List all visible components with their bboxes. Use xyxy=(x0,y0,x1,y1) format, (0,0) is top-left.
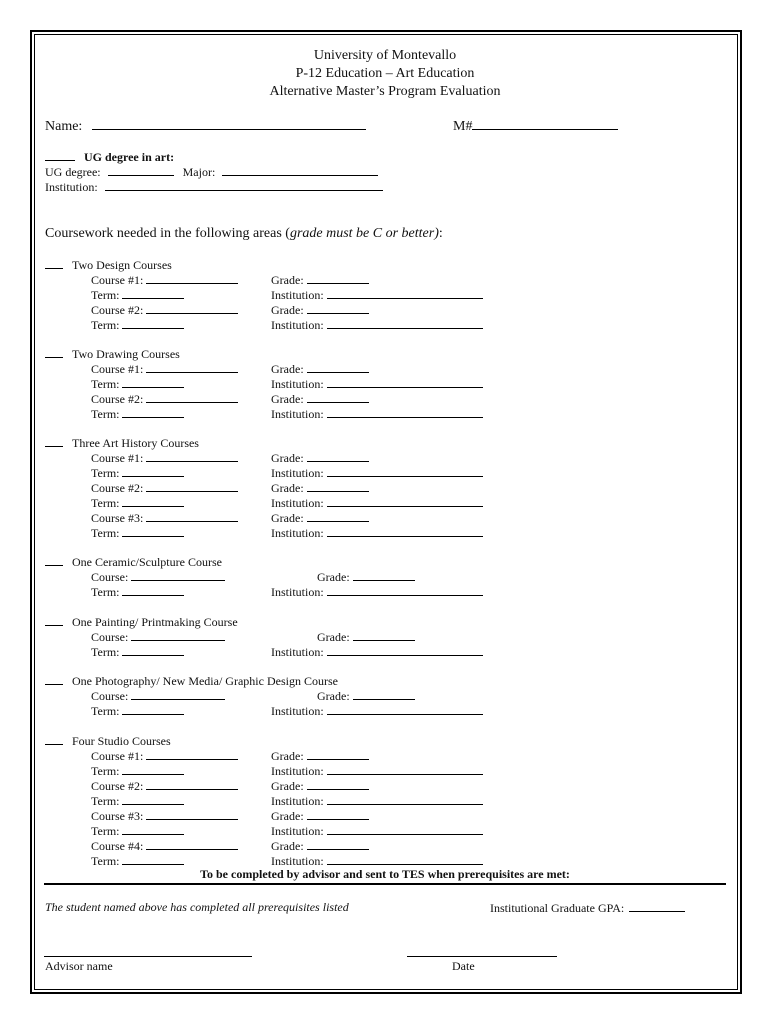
term-field: Term: xyxy=(91,406,184,422)
program-title: P-12 Education – Art Education xyxy=(295,66,475,81)
gpa-label: Institutional Graduate GPA: xyxy=(490,901,625,915)
grade-field: Grade: xyxy=(317,629,415,645)
grade-field: Grade: xyxy=(317,688,415,704)
divider-rule xyxy=(44,883,726,885)
institution-field: Institution: xyxy=(271,376,483,392)
term-field: Term: xyxy=(91,703,184,719)
course-field: Course: xyxy=(91,629,225,645)
grade-field: Grade: xyxy=(271,450,369,466)
term-field: Term: xyxy=(91,495,184,511)
term-field: Term: xyxy=(91,525,184,541)
ug-institution-field[interactable] xyxy=(105,179,383,191)
course-field: Course #1: xyxy=(91,748,238,764)
institution-field: Institution: xyxy=(271,763,483,779)
coursework-intro xyxy=(45,226,443,242)
gpa-field-row xyxy=(490,900,685,916)
term-field: Term: xyxy=(91,584,184,600)
check-line[interactable] xyxy=(45,733,63,745)
grade-field: Grade: xyxy=(271,778,369,794)
section-title: Two Design Courses xyxy=(72,258,172,272)
course-field: Course: xyxy=(91,688,225,704)
name-label: Name: xyxy=(45,119,83,134)
section-photography xyxy=(45,673,338,689)
ug-degree-row xyxy=(45,149,174,165)
institution-field: Institution: xyxy=(271,703,483,719)
course-field: Course #3: xyxy=(91,808,238,824)
ug-degree-heading: UG degree in art: xyxy=(84,150,175,164)
check-line[interactable] xyxy=(45,554,63,566)
section-ceramic xyxy=(45,554,222,570)
section-title: Two Drawing Courses xyxy=(72,347,180,361)
grade-field: Grade: xyxy=(271,838,369,854)
institution-field: Institution: xyxy=(271,287,483,303)
institution-field: Institution: xyxy=(271,853,483,869)
institution-field: Institution: xyxy=(271,406,483,422)
check-line[interactable] xyxy=(45,257,63,269)
course-field: Course #4: xyxy=(91,838,238,854)
completion-statement: The student named above has completed all prerequisites listed xyxy=(45,900,349,914)
term-field: Term: xyxy=(91,853,184,869)
major-field[interactable] xyxy=(222,164,378,176)
name-field-row[interactable] xyxy=(45,118,366,135)
ug-degree-label: UG degree: xyxy=(45,165,101,179)
course-field: Course #2: xyxy=(91,778,238,794)
institution-field: Institution: xyxy=(271,465,483,481)
ug-degree-major-row xyxy=(45,164,378,180)
institution-field: Institution: xyxy=(271,644,483,660)
grade-field: Grade: xyxy=(271,808,369,824)
mnumber-field[interactable] xyxy=(472,118,618,130)
form-title: Alternative Master’s Program Evaluation xyxy=(269,84,501,99)
grade-field: Grade: xyxy=(317,569,415,585)
ug-institution-row xyxy=(45,179,383,195)
section-drawing xyxy=(45,346,180,362)
section-art-history xyxy=(45,435,199,451)
institution-field: Institution: xyxy=(271,495,483,511)
advisor-instruction: To be completed by advisor and sent to TES when prerequisites are met: xyxy=(200,867,570,881)
ug-institution-label: Institution: xyxy=(45,180,98,194)
course-field: Course #1: xyxy=(91,361,238,377)
institution-field: Institution: xyxy=(271,584,483,600)
check-line[interactable] xyxy=(45,673,63,685)
section-title: One Painting/ Printmaking Course xyxy=(72,615,238,629)
term-field: Term: xyxy=(91,644,184,660)
intro-italic: grade must be C or better) xyxy=(289,226,439,241)
section-title: One Photography/ New Media/ Graphic Design Course xyxy=(72,674,338,688)
grade-field: Grade: xyxy=(271,272,369,288)
course-field: Course #2: xyxy=(91,391,238,407)
course-field: Course: xyxy=(91,569,225,585)
section-studio xyxy=(45,733,171,749)
mnumber-label: M# xyxy=(453,119,473,134)
institution-field: Institution: xyxy=(271,525,483,541)
term-field: Term: xyxy=(91,823,184,839)
term-field: Term: xyxy=(91,287,184,303)
grade-field: Grade: xyxy=(271,480,369,496)
gpa-field[interactable] xyxy=(629,900,685,912)
course-field: Course #1: xyxy=(91,450,238,466)
institution-field: Institution: xyxy=(271,317,483,333)
term-field: Term: xyxy=(91,763,184,779)
course-field: Course #2: xyxy=(91,302,238,318)
grade-field: Grade: xyxy=(271,302,369,318)
major-label: Major: xyxy=(182,165,216,179)
course-field: Course #1: xyxy=(91,272,238,288)
ug-degree-field[interactable] xyxy=(108,164,174,176)
institution-field: Institution: xyxy=(271,793,483,809)
grade-field: Grade: xyxy=(271,510,369,526)
intro-text: Coursework needed in the following areas ( xyxy=(45,226,290,241)
section-design xyxy=(45,257,172,273)
name-field[interactable] xyxy=(92,118,366,130)
section-title: Four Studio Courses xyxy=(72,734,171,748)
section-painting xyxy=(45,614,238,630)
section-title: One Ceramic/Sculpture Course xyxy=(72,555,222,569)
institution-field: Institution: xyxy=(271,823,483,839)
mnumber-field-row[interactable] xyxy=(453,118,618,135)
grade-field: Grade: xyxy=(271,391,369,407)
grade-field: Grade: xyxy=(271,748,369,764)
term-field: Term: xyxy=(91,465,184,481)
ug-degree-check[interactable] xyxy=(45,149,75,161)
date-label: Date xyxy=(452,959,475,973)
advisor-name-label: Advisor name xyxy=(45,959,113,973)
term-field: Term: xyxy=(91,376,184,392)
grade-field: Grade: xyxy=(271,361,369,377)
university-title: University of Montevallo xyxy=(313,48,457,63)
term-field: Term: xyxy=(91,793,184,809)
check-line[interactable] xyxy=(45,346,63,358)
section-title: Three Art History Courses xyxy=(72,436,199,450)
course-field: Course #2: xyxy=(91,480,238,496)
date-signature-line[interactable] xyxy=(407,956,557,957)
course-field: Course #3: xyxy=(91,510,238,526)
intro-end: : xyxy=(438,226,443,241)
advisor-signature-line[interactable] xyxy=(44,956,252,957)
term-field: Term: xyxy=(91,317,184,333)
check-line[interactable] xyxy=(45,614,63,626)
check-line[interactable] xyxy=(45,435,63,447)
